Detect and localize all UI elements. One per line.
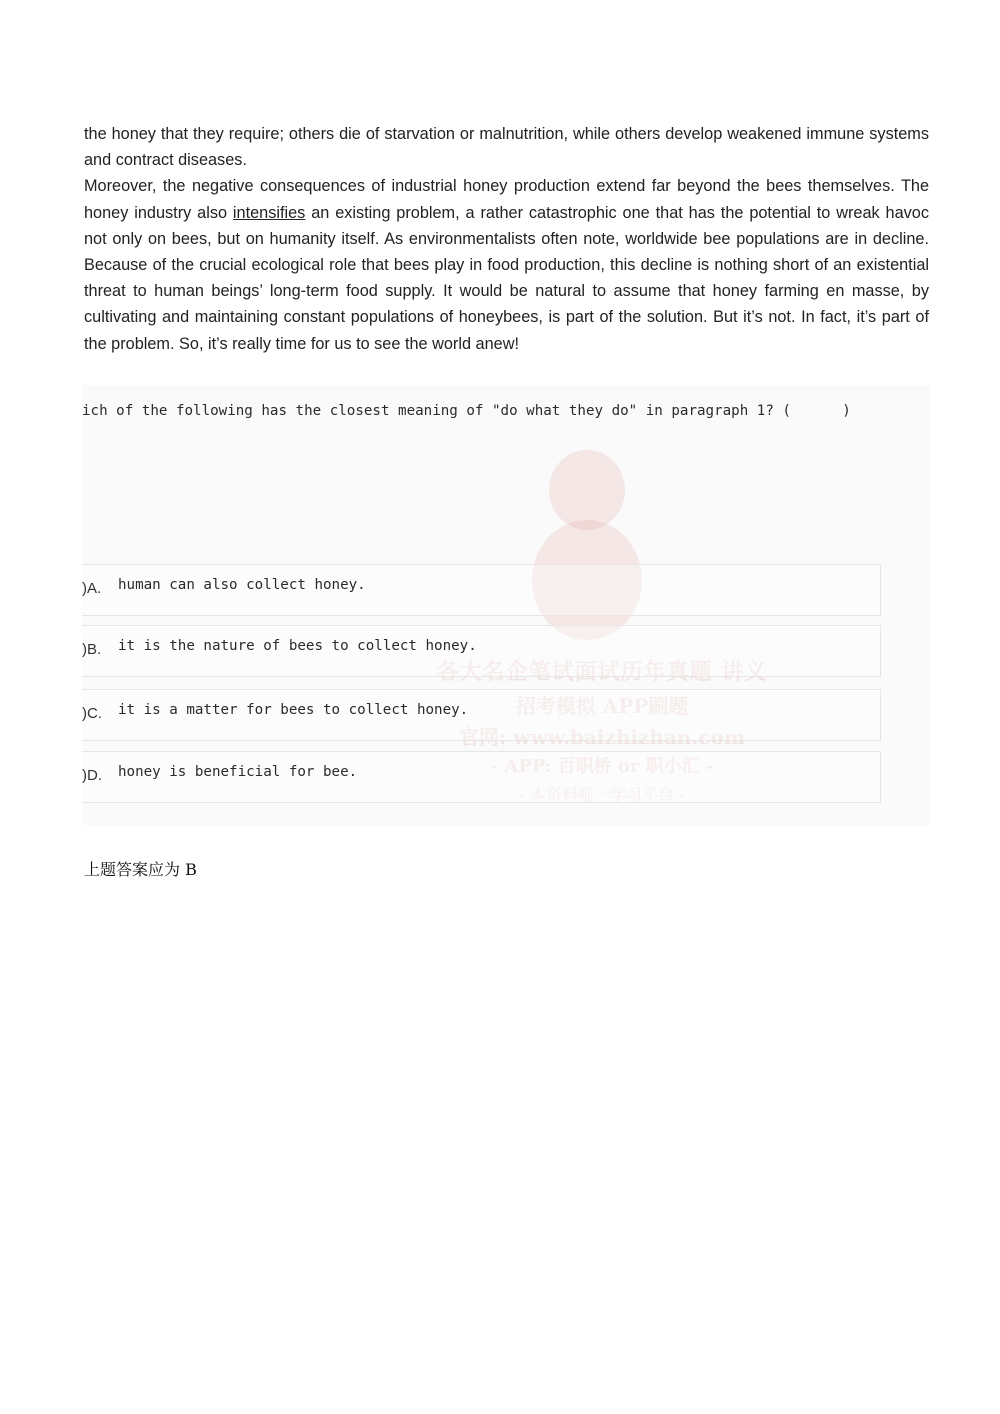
option-b-mark: )B.: [82, 641, 102, 658]
option-a[interactable]: [82, 564, 881, 616]
option-b-text: it is the nature of bees to collect honey.: [118, 638, 477, 654]
watermark-line-3: 官网: www.baizhizhan.com: [458, 725, 746, 749]
watermark-line-4: - APP: 百职桥 or 职小汇 -: [490, 756, 714, 777]
option-d[interactable]: [82, 751, 881, 803]
watermark-line-2: 招考模拟 APP刷题: [515, 694, 689, 718]
passage-paragraph-1: the honey that they require; others die of starvation or malnutrition, while others develop weakened immune systems and contract diseases.: [84, 125, 929, 170]
underlined-word: intensifies: [232, 203, 306, 222]
option-a-mark: )A.: [82, 580, 102, 597]
passage: [84, 121, 929, 357]
option-c[interactable]: [82, 689, 881, 741]
watermark-line-5: - 本资料唯一学习平台 -: [519, 785, 685, 804]
passage-text-before: Moreover, the negative consequences of industrial honey production extend far beyond the bees themselves. The honey industry also: [84, 177, 929, 222]
passage-paragraph-2: [84, 173, 929, 356]
answer-note: 上题答案应为 B: [84, 860, 197, 879]
watermark-line-1: 各大名企笔试面试历年真题 讲义: [436, 659, 768, 685]
question-text: ich of the following has the closest meaning of "do what they do" in paragraph 1? ( ): [82, 403, 851, 419]
option-d-text: honey is beneficial for bee.: [118, 764, 358, 780]
option-b[interactable]: [82, 625, 881, 677]
option-c-mark: )C.: [82, 705, 102, 722]
option-d-mark: )D.: [82, 767, 102, 784]
option-a-text: human can also collect honey.: [118, 577, 366, 593]
option-c-text: it is a matter for bees to collect honey.: [118, 702, 469, 718]
question-screenshot: [82, 385, 930, 825]
passage-text-after: an existing problem, a rather catastrophic one that has the potential to wreak havoc not only on bees, but on humanity itself. As environmentalists often note, worldwide bee populations are in decline. Because of the crucial ecological role that bees play in food production, this decline is nothing short of an existential threat to human beings’ long-term food supply. It would be natural to assume that honey farming en masse, by cultivating and maintaining constant populations of honeybees, is part of the solution. But it’s not. In fact, it’s part of the problem. So, it’s really time for us to see the world anew!: [84, 203, 929, 353]
